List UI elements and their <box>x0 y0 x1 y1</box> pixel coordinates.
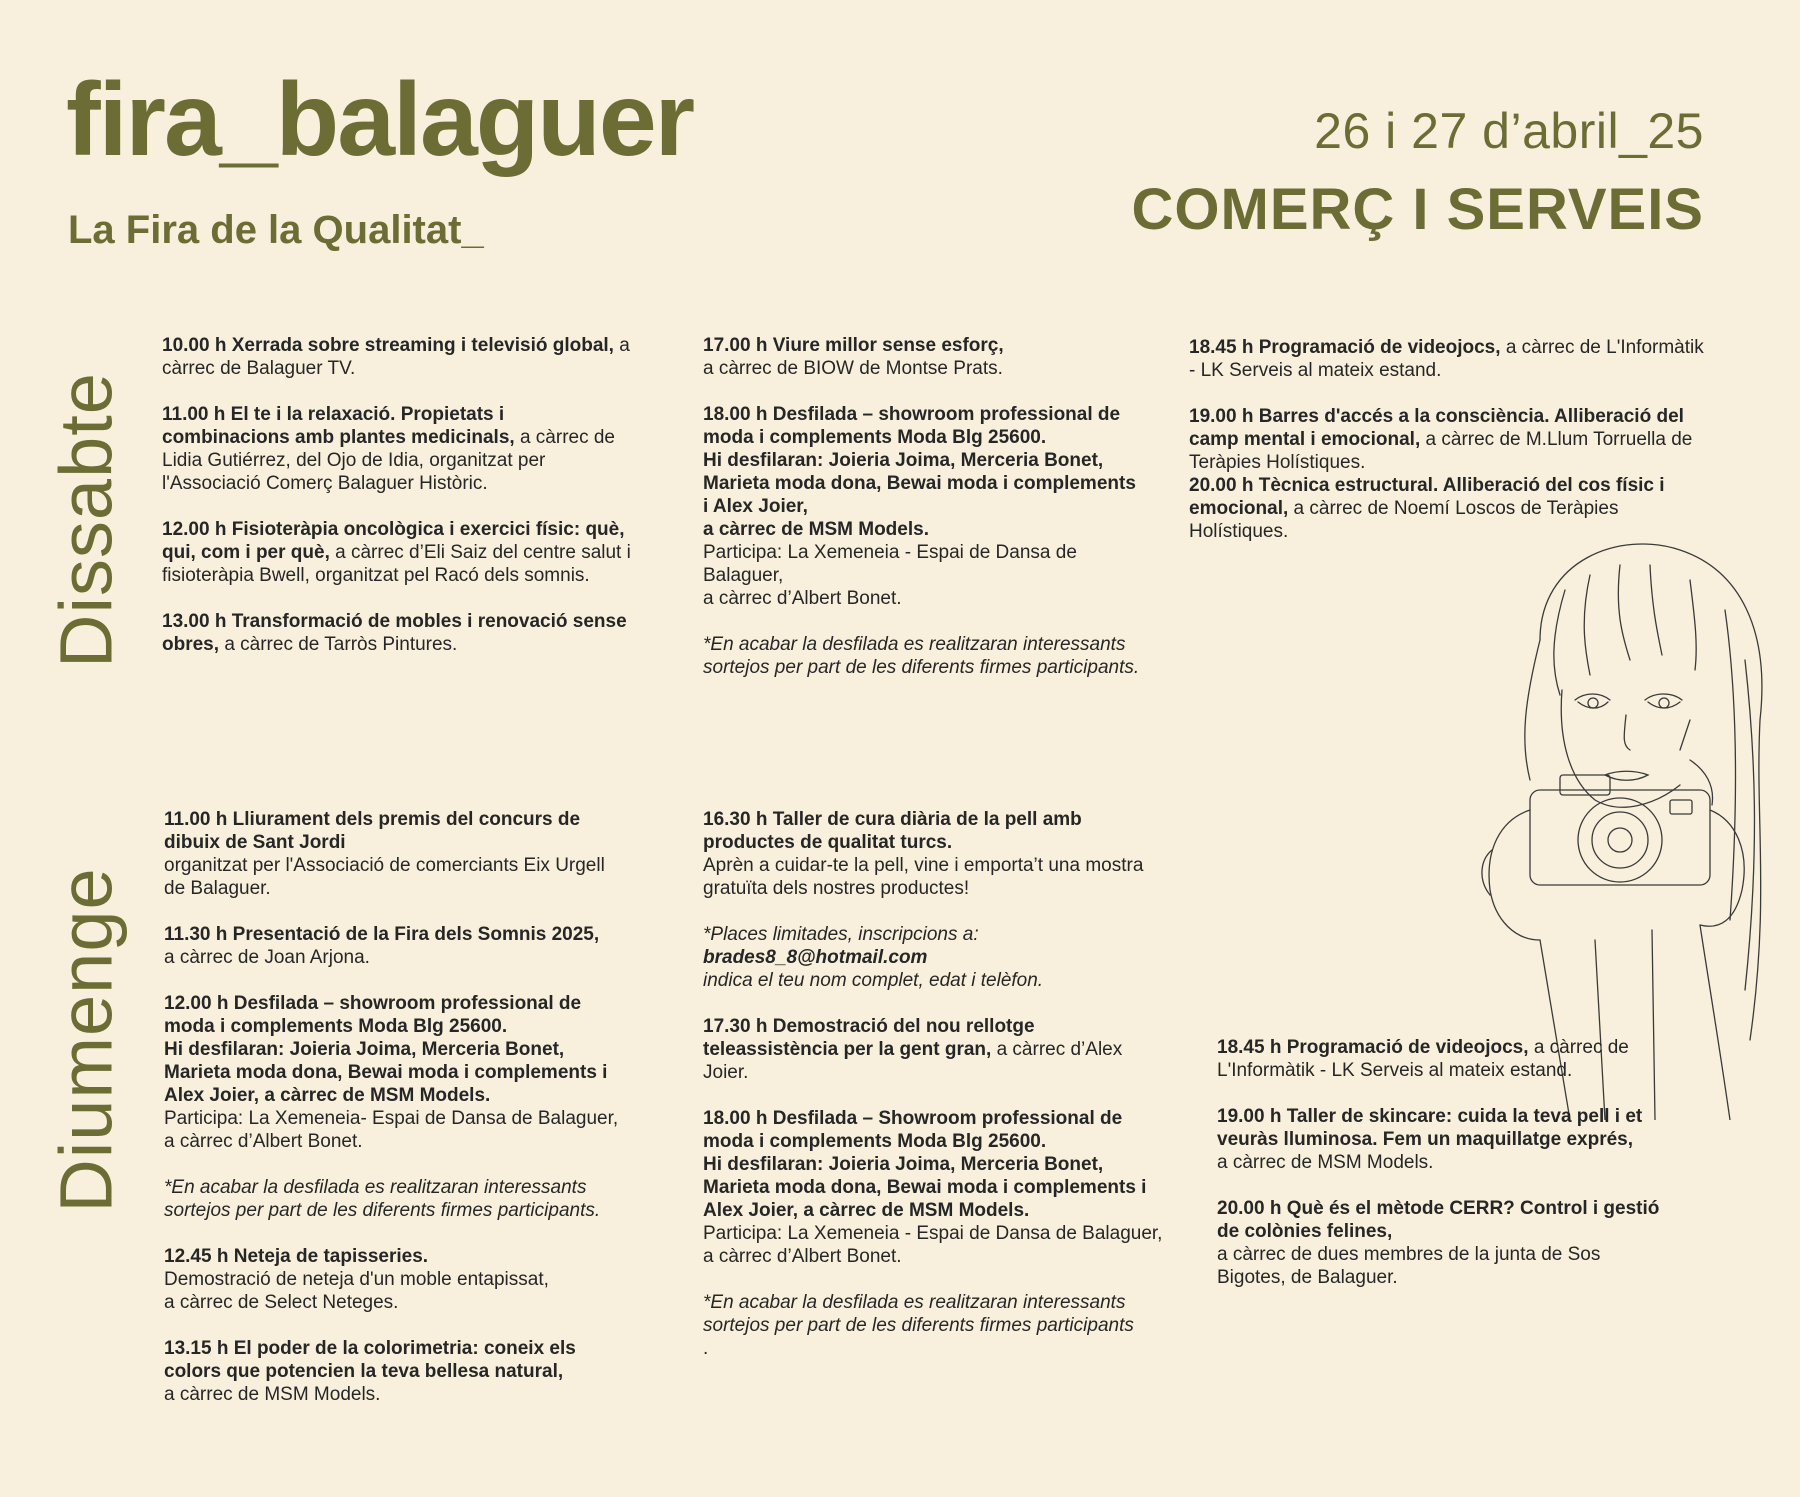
schedule-event <box>164 1337 624 1406</box>
event-title: Lliurament dels premis del concurs de dibuix de Sant Jordi <box>164 809 581 853</box>
event-time: 13.00 h <box>162 611 227 632</box>
event-organizer: a càrrec de L'Informàtik - LK Serveis al mateix estand. <box>1189 337 1704 381</box>
fair-subtitle: La Fira de la Qualitat_ <box>68 208 484 252</box>
event-organizer: a càrrec de MSM Models. <box>1217 1152 1434 1173</box>
event-time: 18.45 h <box>1189 337 1254 358</box>
fair-title: fira_balaguer <box>66 62 694 178</box>
event-title: El poder de la colorimetria: coneix els colors que potencien la teva bellesa natural, <box>164 1338 576 1382</box>
event-description: Aprèn a cuidar-te la pell, vine i emporta’t una mostra gratuïta dels nostres productes! <box>703 855 1144 899</box>
event-models: Hi desfilaran: Joieria Joima, Merceria Bonet, Marieta moda dona, Bewai moda i complements i Alex Joier, <box>703 450 1136 517</box>
schedule-event <box>1217 1105 1667 1174</box>
event-note: *En acabar la desfilada es realitzaran interessants sortejos per part de les diferents firmes participants <box>703 1292 1134 1336</box>
schedule-event <box>1189 474 1709 543</box>
event-title: Desfilada – showroom professional de moda i complements Moda Blg 25600. <box>703 404 1121 448</box>
event-title: Tècnica estructural. Alliberació del cos físic i emocional, <box>1189 475 1665 519</box>
event-organizer: organitzat per l'Associació de comerciants Eix Urgell de Balaguer. <box>164 855 605 899</box>
event-title: Programació de videojocs, <box>1286 1037 1529 1058</box>
event-title: Transformació de mobles i renovació sense obres, <box>162 611 627 655</box>
schedule-event <box>703 1107 1163 1360</box>
event-note-detail: indica el teu nom complet, edat i telèfon. <box>703 970 1044 991</box>
schedule-event <box>703 1015 1163 1084</box>
event-organizer: a càrrec d’Eli Saiz del centre salut i fisioteràpia Bwell, organitzat pel Racó dels somnis. <box>162 542 631 586</box>
schedule-event <box>703 403 1143 679</box>
woman-with-camera-illustration <box>1390 520 1800 1120</box>
event-time: 20.00 h <box>1217 1198 1282 1219</box>
event-time: 18.00 h <box>703 1108 768 1129</box>
schedule-event <box>164 992 624 1222</box>
event-organizer: a càrrec de M.Llum Torruella de Teràpies Holístiques. <box>1189 429 1693 473</box>
event-time: 13.15 h <box>164 1338 229 1359</box>
event-organizer: a càrrec de dues membres de la junta de Sos Bigotes, de Balaguer. <box>1217 1244 1601 1288</box>
event-time: 18.45 h <box>1217 1037 1282 1058</box>
event-time: 20.00 h <box>1189 475 1254 496</box>
event-note: *En acabar la desfilada es realitzaran interessants sortejos per part de les diferents firmes participants. <box>164 1177 601 1221</box>
event-participant: Participa: La Xemeneia- Espai de Dansa de Balaguer, a càrrec d’Albert Bonet. <box>164 1108 619 1152</box>
event-note-dot: . <box>703 1338 709 1359</box>
saturday-column-3 <box>1189 336 1709 566</box>
event-organizer: a càrrec de BIOW de Montse Prats. <box>703 358 1003 379</box>
schedule-event <box>162 518 632 587</box>
event-title: Taller de skincare: cuida la teva pell i et veuràs lluminosa. Fem un maquillatge exprés, <box>1217 1106 1643 1150</box>
sunday-column-2 <box>703 808 1163 1383</box>
event-description: Demostració de neteja d'un moble entapissat, <box>164 1269 549 1290</box>
event-time: 11.00 h <box>164 809 228 830</box>
day-label-saturday: Dissabte <box>44 372 128 668</box>
event-participant: Participa: La Xemeneia - Espai de Dansa de Balaguer, a càrrec d’Albert Bonet. <box>703 1223 1163 1267</box>
schedule-event <box>164 1245 624 1314</box>
schedule-event <box>1189 405 1709 474</box>
schedule-event <box>1217 1197 1667 1289</box>
event-organizer: a càrrec de Noemí Loscos de Teràpies Holístiques. <box>1189 498 1619 542</box>
event-title: Fisioteràpia oncològica i exercici físic: què, qui, com i per què, <box>162 519 625 563</box>
schedule-event <box>162 403 632 495</box>
event-title: Desfilada – Showroom professional de moda i complements Moda Blg 25600. <box>703 1108 1123 1152</box>
event-participant-organizer: a càrrec d’Albert Bonet. <box>703 588 902 609</box>
event-title: Presentació de la Fira dels Somnis 2025, <box>232 924 600 945</box>
event-email: brades8_8@hotmail.com <box>703 947 928 968</box>
event-title: Demostració del nou rellotge teleassistència per la gent gran, <box>703 1016 1035 1060</box>
day-label-sunday: Diumenge <box>44 867 128 1213</box>
event-title: El te i la relaxació. Propietats i combinacions amb plantes medicinals, <box>162 404 515 448</box>
event-time: 18.00 h <box>703 404 768 425</box>
event-organizer: a càrrec de Joan Arjona. <box>164 947 370 968</box>
schedule-event <box>162 334 632 380</box>
event-organizer: a càrrec d’Alex Joier. <box>703 1039 1123 1083</box>
event-organizer: a càrrec de MSM Models. <box>164 1384 381 1405</box>
event-title: Viure millor sense esforç, <box>772 335 1004 356</box>
sunday-column-1 <box>164 808 624 1429</box>
event-time: 11.30 h <box>164 924 228 945</box>
event-time: 19.00 h <box>1217 1106 1282 1127</box>
event-title: Neteja de tapisseries. <box>233 1246 429 1267</box>
schedule-event <box>1189 336 1709 382</box>
event-time: 19.00 h <box>1189 406 1254 427</box>
schedule-event <box>1217 1036 1667 1082</box>
schedule-event <box>164 923 624 969</box>
schedule-event <box>703 334 1143 380</box>
event-models: Hi desfilaran: Joieria Joima, Merceria Bonet, Marieta moda dona, Bewai moda i complements i Alex Joier, a càrrec de MSM Models. <box>703 1154 1147 1221</box>
event-title: Desfilada – showroom professional de moda i complements Moda Blg 25600. <box>164 993 582 1037</box>
saturday-column-1 <box>162 334 632 679</box>
event-organizer: a càrrec de Balaguer TV. <box>162 335 630 379</box>
event-organizer: a càrrec de Tarròs Pintures. <box>224 634 458 655</box>
sunday-column-3 <box>1217 1036 1667 1312</box>
event-time: 17.00 h <box>703 335 768 356</box>
event-title: Programació de videojocs, <box>1258 337 1501 358</box>
event-time: 11.00 h <box>162 404 226 425</box>
fair-dates: 26 i 27 d’abril_25 <box>1314 103 1704 159</box>
event-time: 12.00 h <box>162 519 227 540</box>
event-organizer: a càrrec de Select Neteges. <box>164 1292 399 1313</box>
event-organizer: a càrrec de L'Informàtik - LK Serveis al mateix estand. <box>1217 1037 1629 1081</box>
event-time: 17.30 h <box>703 1016 768 1037</box>
event-title: Barres d'accés a la consciència. Alliberació del camp mental i emocional, <box>1189 406 1684 450</box>
event-title: Què és el mètode CERR? Control i gestió de colònies felines, <box>1217 1198 1660 1242</box>
event-models-organizer: a càrrec de MSM Models. <box>703 519 929 540</box>
schedule-event <box>703 808 1163 992</box>
event-note: *Places limitades, inscripcions a: <box>703 924 979 945</box>
schedule-event <box>162 610 632 656</box>
event-time: 12.00 h <box>164 993 229 1014</box>
fair-sector: COMERÇ I SERVEIS <box>1131 177 1704 242</box>
event-organizer: a càrrec de Lidia Gutiérrez, del Ojo de Idia, organitzat per l'Associació Comerç Balaguer Històric. <box>162 427 615 494</box>
saturday-column-2 <box>703 334 1143 702</box>
event-time: 10.00 h <box>162 335 227 356</box>
event-models: Hi desfilaran: Joieria Joima, Merceria Bonet, Marieta moda dona, Bewai moda i complements i Alex Joier, a càrrec de MSM Models. <box>164 1039 608 1106</box>
event-time: 16.30 h <box>703 809 768 830</box>
event-title: Taller de cura diària de la pell amb productes de qualitat turcs. <box>703 809 1082 853</box>
event-title: Xerrada sobre streaming i televisió global, <box>231 335 614 356</box>
event-note: *En acabar la desfilada es realitzaran interessants sortejos per part de les diferents firmes participants. <box>703 634 1140 678</box>
schedule-event <box>164 808 624 900</box>
event-time: 12.45 h <box>164 1246 229 1267</box>
event-participant: Participa: La Xemeneia - Espai de Dansa de Balaguer, <box>703 542 1077 586</box>
